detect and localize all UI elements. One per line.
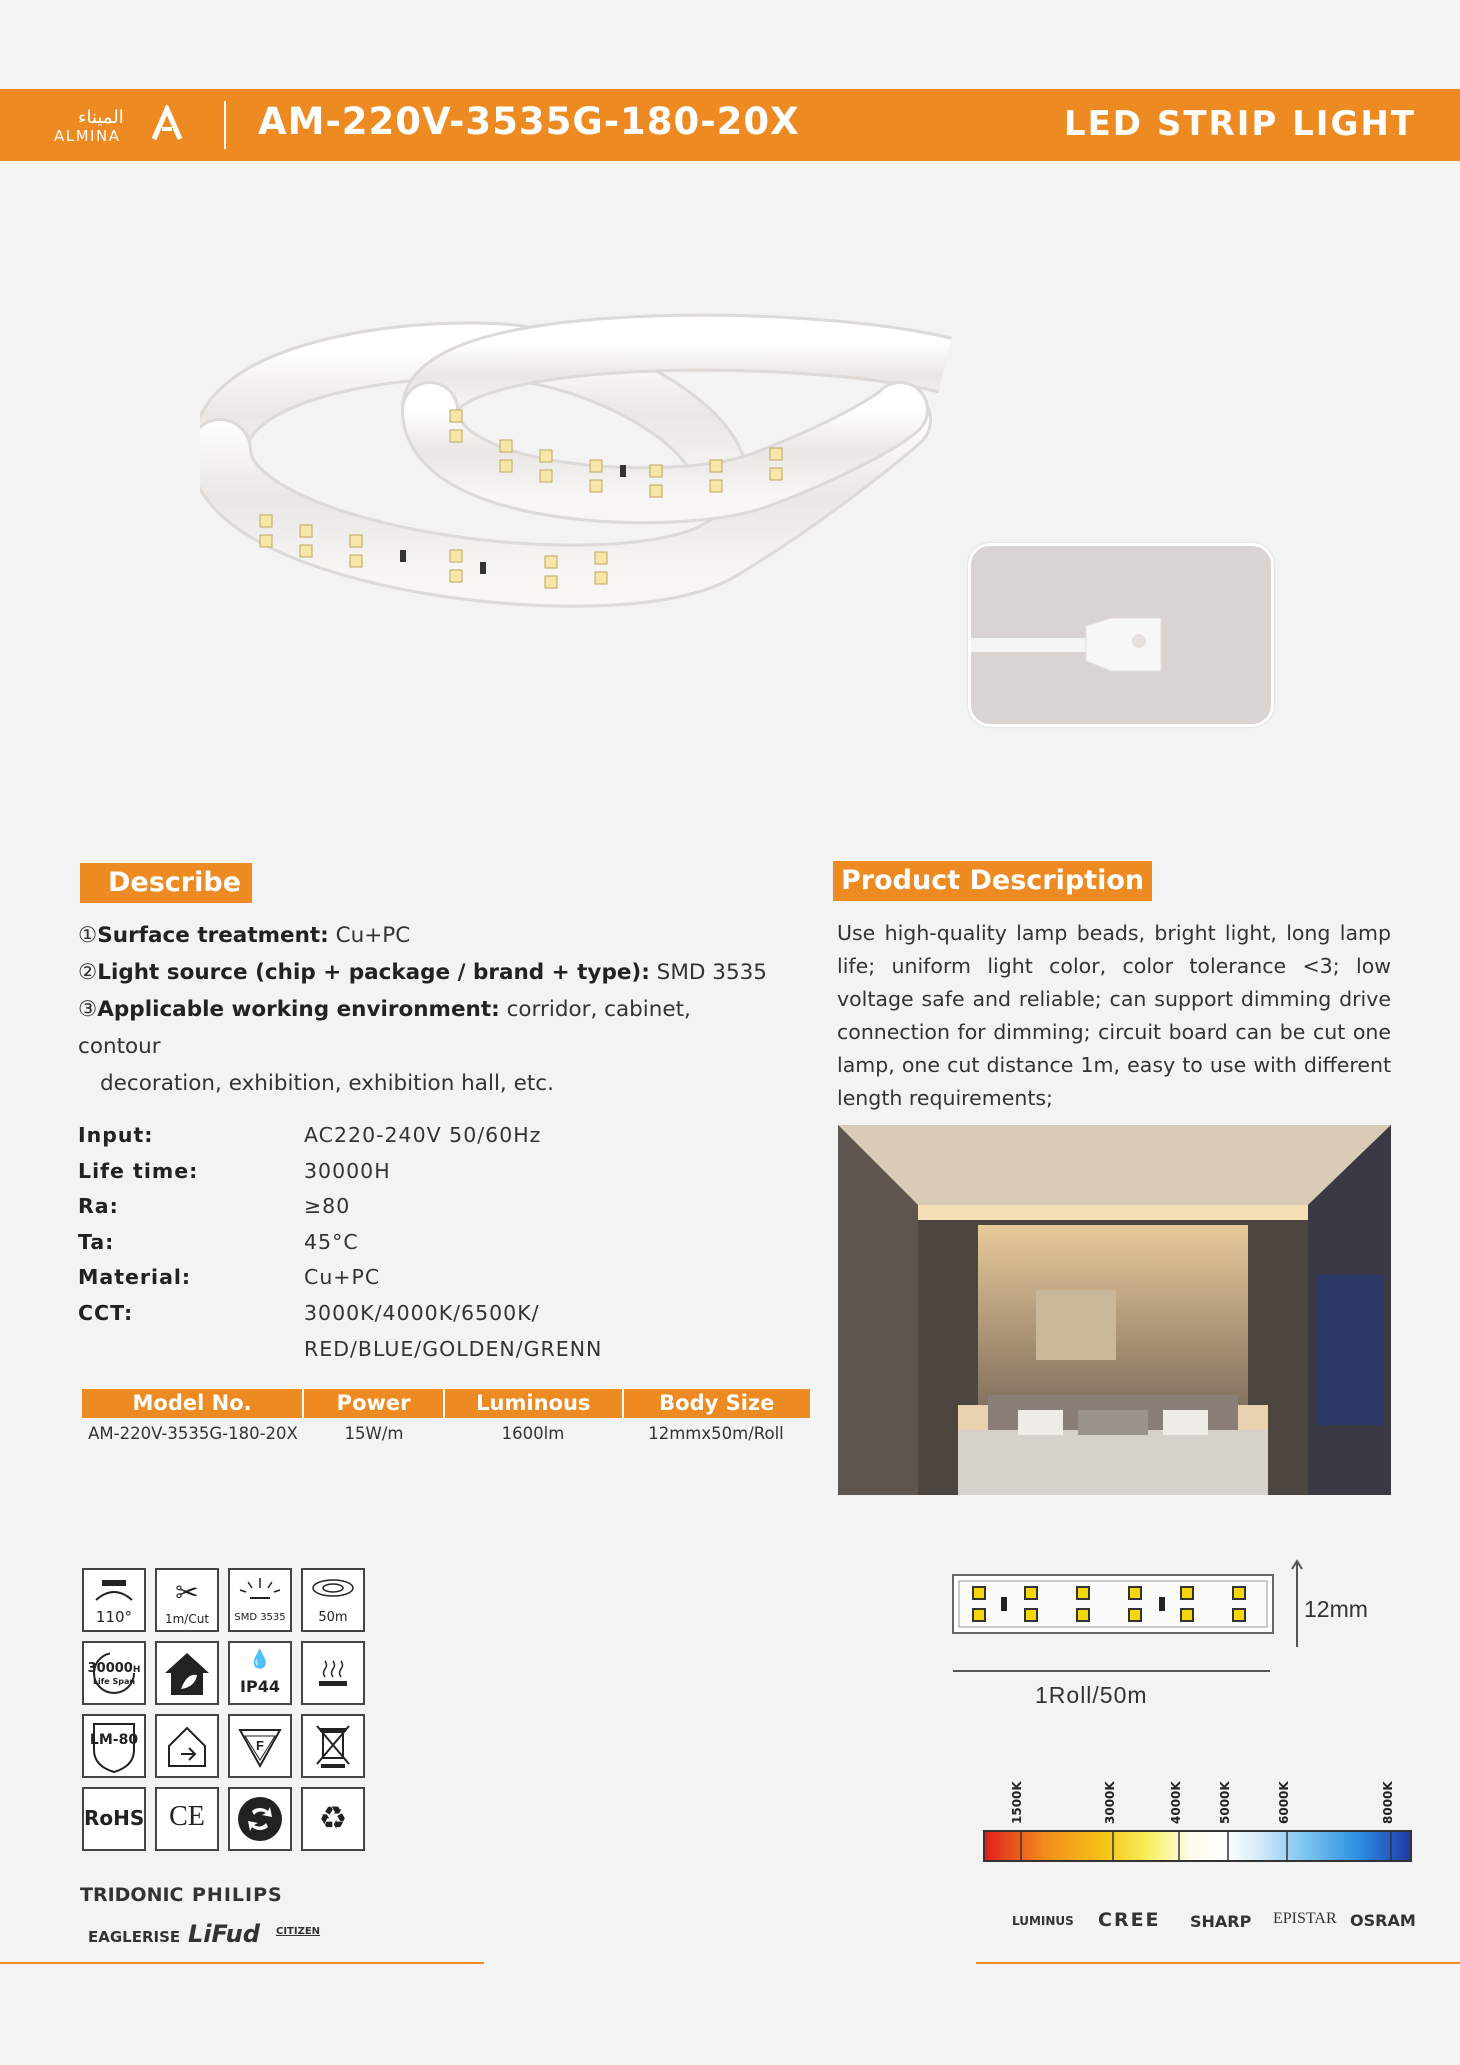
describe-item: ③Applicable working environment: corridor, cabinet, contour	[78, 997, 691, 1059]
spec-row: Material: Cu+PC	[78, 1265, 381, 1290]
describe-item-continuation: decoration, exhibition, exhibition hall, etc.	[100, 1071, 554, 1096]
table-cell: 15W/m	[344, 1424, 404, 1443]
table-row	[82, 1420, 810, 1448]
brand-cree: CREE	[1098, 1909, 1161, 1931]
footer-line-left	[0, 1962, 484, 1964]
spec-row: Ta: 45°C	[78, 1229, 359, 1254]
model-table-header	[82, 1389, 810, 1418]
category-title: LED STRIP LIGHT	[1063, 104, 1416, 144]
spec-row: RED/BLUE/GOLDEN/GRENN	[304, 1336, 603, 1361]
spec-row: Ra: ≥80	[78, 1194, 351, 1219]
ce-mark-icon: CE	[155, 1787, 219, 1851]
footer-line-right	[976, 1962, 1460, 1964]
roll-length-icon: 50m	[301, 1568, 365, 1632]
ip-rating-icon: 💧 IP44	[228, 1641, 292, 1705]
cct-label: 5000K	[1218, 1781, 1232, 1824]
recycle-icon: ♻	[301, 1787, 365, 1851]
brand-osram: OSRAM	[1350, 1911, 1416, 1930]
svg-text:F: F	[256, 1738, 264, 1753]
indoor-home-icon	[155, 1641, 219, 1705]
life-span-icon: 30000H Life Span	[82, 1641, 146, 1705]
specs-list	[78, 1118, 602, 1367]
brand-luminus: LUMINUS	[1012, 1914, 1074, 1928]
describe-title: Describe	[80, 863, 252, 903]
green-dot-icon	[228, 1787, 292, 1851]
table-cell: 1600lm	[501, 1424, 565, 1443]
spec-row: Life time: 30000H	[78, 1158, 391, 1183]
connector-inset-image	[968, 543, 1274, 727]
table-header-cell: Power	[304, 1389, 445, 1418]
brand-epistar: EPISTAR	[1273, 1910, 1337, 1927]
spec-row: Input: AC220-240V 50/60Hz	[78, 1123, 542, 1147]
brand-eaglerise: EAGLERISE	[88, 1928, 181, 1946]
brand-lifud: LiFud	[188, 1920, 260, 1948]
spec-row: CCT: 3000K/4000K/6500K/	[78, 1300, 540, 1325]
dimension-length-label: 1Roll/50m	[1035, 1682, 1148, 1708]
cct-label: 3000K	[1103, 1781, 1117, 1824]
led-strip-product-image	[200, 300, 960, 630]
brand-tridonic: TRIDONIC	[80, 1884, 184, 1906]
f-mark-icon	[228, 1714, 292, 1778]
lm80-shield-icon: LM-80	[82, 1714, 146, 1778]
describe-item: ②Light source (chip + package / brand + type): SMD 3535	[78, 960, 767, 985]
smd-chip-icon: SMD 3535	[228, 1568, 292, 1632]
cut-scissors-icon: ✂ 1m/Cut	[155, 1568, 219, 1632]
weee-bin-icon	[301, 1714, 365, 1778]
cct-scale-ticks	[983, 1830, 1412, 1880]
logo-mark-icon	[150, 105, 184, 141]
table-header-cell: Model No.	[82, 1389, 304, 1418]
table-header-cell: Body Size	[659, 1391, 775, 1415]
cct-label: 6000K	[1277, 1781, 1291, 1824]
dimension-height-label: 12mm	[1304, 1596, 1368, 1622]
describe-list	[78, 917, 778, 1102]
brand-philips: PHILIPS	[192, 1884, 283, 1906]
brand-citizen: CITIZEN	[276, 1926, 321, 1937]
beam-angle-icon: 110°	[82, 1568, 146, 1632]
table-cell: 12mmx50m/Roll	[648, 1424, 784, 1443]
cct-label: 1500K	[1010, 1781, 1024, 1824]
logo-arabic: الميناء	[78, 107, 124, 128]
product-description-text: Use high-quality lamp beads, bright light, long lamp life; uniform light color, color tolerance <3; low voltage safe and reliable; can support dimming drive connection for dimming; circuit board can be cut one lamp, one cut distance 1m, easy to use with different length requirements;	[837, 921, 1391, 1110]
bedroom-application-photo	[838, 1125, 1391, 1495]
heat-icon	[301, 1641, 365, 1705]
brand-sharp: SHARP	[1190, 1912, 1252, 1931]
cct-label: 8000K	[1381, 1781, 1395, 1824]
describe-item: ①Surface treatment: Cu+PC	[78, 923, 411, 948]
product-description-title: Product Description	[833, 861, 1152, 901]
model-title: AM-220V-3535G-180-20X	[258, 100, 800, 143]
indoor-use-icon	[155, 1714, 219, 1778]
table-cell: AM-220V-3535G-180-20X	[88, 1424, 298, 1443]
logo-english: ALMINA	[54, 127, 121, 145]
rohs-icon: RoHS	[82, 1787, 146, 1851]
header-bar	[0, 89, 1460, 161]
cct-label: 4000K	[1169, 1781, 1183, 1824]
header-separator	[224, 101, 226, 149]
table-header-cell: Luminous	[445, 1389, 624, 1418]
